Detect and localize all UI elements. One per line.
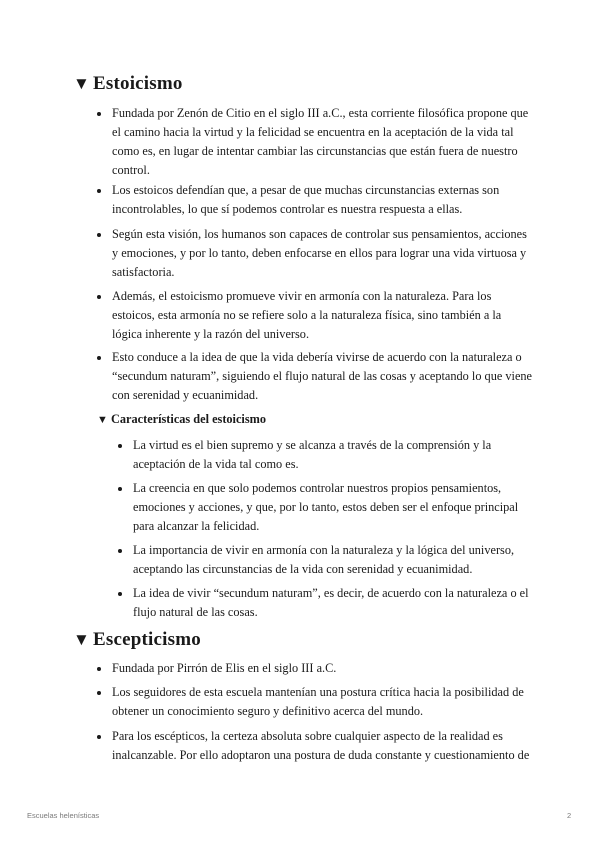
subsection-heading-text: Características del estoicismo	[111, 412, 267, 426]
list-item: Esto conduce a la idea de que la vida debería vivirse de acuerdo con la naturaleza o “secundum naturam”, siguiendo el flujo natural de las cosas y aceptando lo que viene con serenidad y ecuanimidad.	[112, 348, 532, 405]
list-item: La virtud es el bien supremo y se alcanza a través de la comprensión y la aceptación de la vida tal como es.	[133, 436, 533, 474]
bullet-dot-icon	[97, 189, 101, 193]
section-heading-text: Estoicismo	[93, 73, 183, 94]
bullet-dot-icon	[97, 735, 101, 739]
bullet-dot-icon	[118, 592, 122, 596]
list-item: Además, el estoicismo promueve vivir en armonía con la naturaleza. Para los estoicos, esta armonía no se refiere solo a la naturaleza física, sino también a la lógica inherente y la razón del universo.	[112, 287, 532, 344]
page-number: 2	[567, 811, 572, 820]
list-item: La idea de vivir “secundum naturam”, es decir, de acuerdo con la naturaleza o el flujo natural de las cosas.	[133, 584, 533, 622]
bullet-dot-icon	[118, 487, 122, 491]
list-item: La importancia de vivir en armonía con la naturaleza y la lógica del universo, aceptando las circunstancias de la vida con serenidad y ecuanimidad.	[133, 541, 533, 579]
bullet-dot-icon	[97, 233, 101, 237]
bullet-dot-icon	[118, 444, 122, 448]
list-item: Los estoicos defendían que, a pesar de que muchas circunstancias externas son incontrolables, lo que sí podemos controlar es nuestra respuesta a ellas.	[112, 181, 532, 219]
bullet-dot-icon	[97, 295, 101, 299]
section-heading-text: Escepticismo	[93, 629, 201, 650]
list-item: Fundada por Zenón de Citio en el siglo III a.C., esta corriente filosófica propone que el camino hacia la virtud y la felicidad se encuentra en la aceptación de la vida tal como es, en lugar de intentar cambiar las circunstancias que están fuera de nuestro control.	[112, 104, 532, 180]
bullet-dot-icon	[118, 549, 122, 553]
list-item: Según esta visión, los humanos son capaces de controlar sus pensamientos, acciones y emociones, y por lo tanto, deben enfocarse en ellos para lograr una vida virtuosa y satisfactoria.	[112, 225, 532, 282]
list-item: Los seguidores de esta escuela mantenían una postura crítica hacia la posibilidad de obtener un conocimiento seguro y definitivo acerca del mundo.	[112, 683, 532, 721]
collapse-triangle-icon[interactable]: ▼	[73, 74, 91, 93]
collapse-triangle-icon[interactable]: ▼	[73, 630, 91, 649]
list-item: Fundada por Pirrón de Elis en el siglo III a.C.	[112, 659, 532, 678]
collapse-triangle-icon[interactable]: ▼	[97, 414, 108, 426]
bullet-dot-icon	[97, 112, 101, 116]
list-item: La creencia en que solo podemos controlar nuestros propios pensamientos, emociones y acciones, y que, por lo tanto, estos deben ser el enfoque principal para alcanzar la felicidad.	[133, 479, 533, 536]
bullet-dot-icon	[97, 356, 101, 360]
bullet-dot-icon	[97, 667, 101, 671]
footer-title: Escuelas helenísticas	[27, 811, 100, 820]
list-item: Para los escépticos, la certeza absoluta sobre cualquier aspecto de la realidad es inalcanzable. Por ello adoptaron una postura de duda constante y cuestionamiento de	[112, 727, 532, 765]
subsection-heading-caracteristicas[interactable]	[97, 412, 266, 427]
section-heading-estoicismo[interactable]	[73, 73, 183, 95]
bullet-dot-icon	[97, 691, 101, 695]
section-heading-escepticismo[interactable]	[73, 629, 201, 651]
